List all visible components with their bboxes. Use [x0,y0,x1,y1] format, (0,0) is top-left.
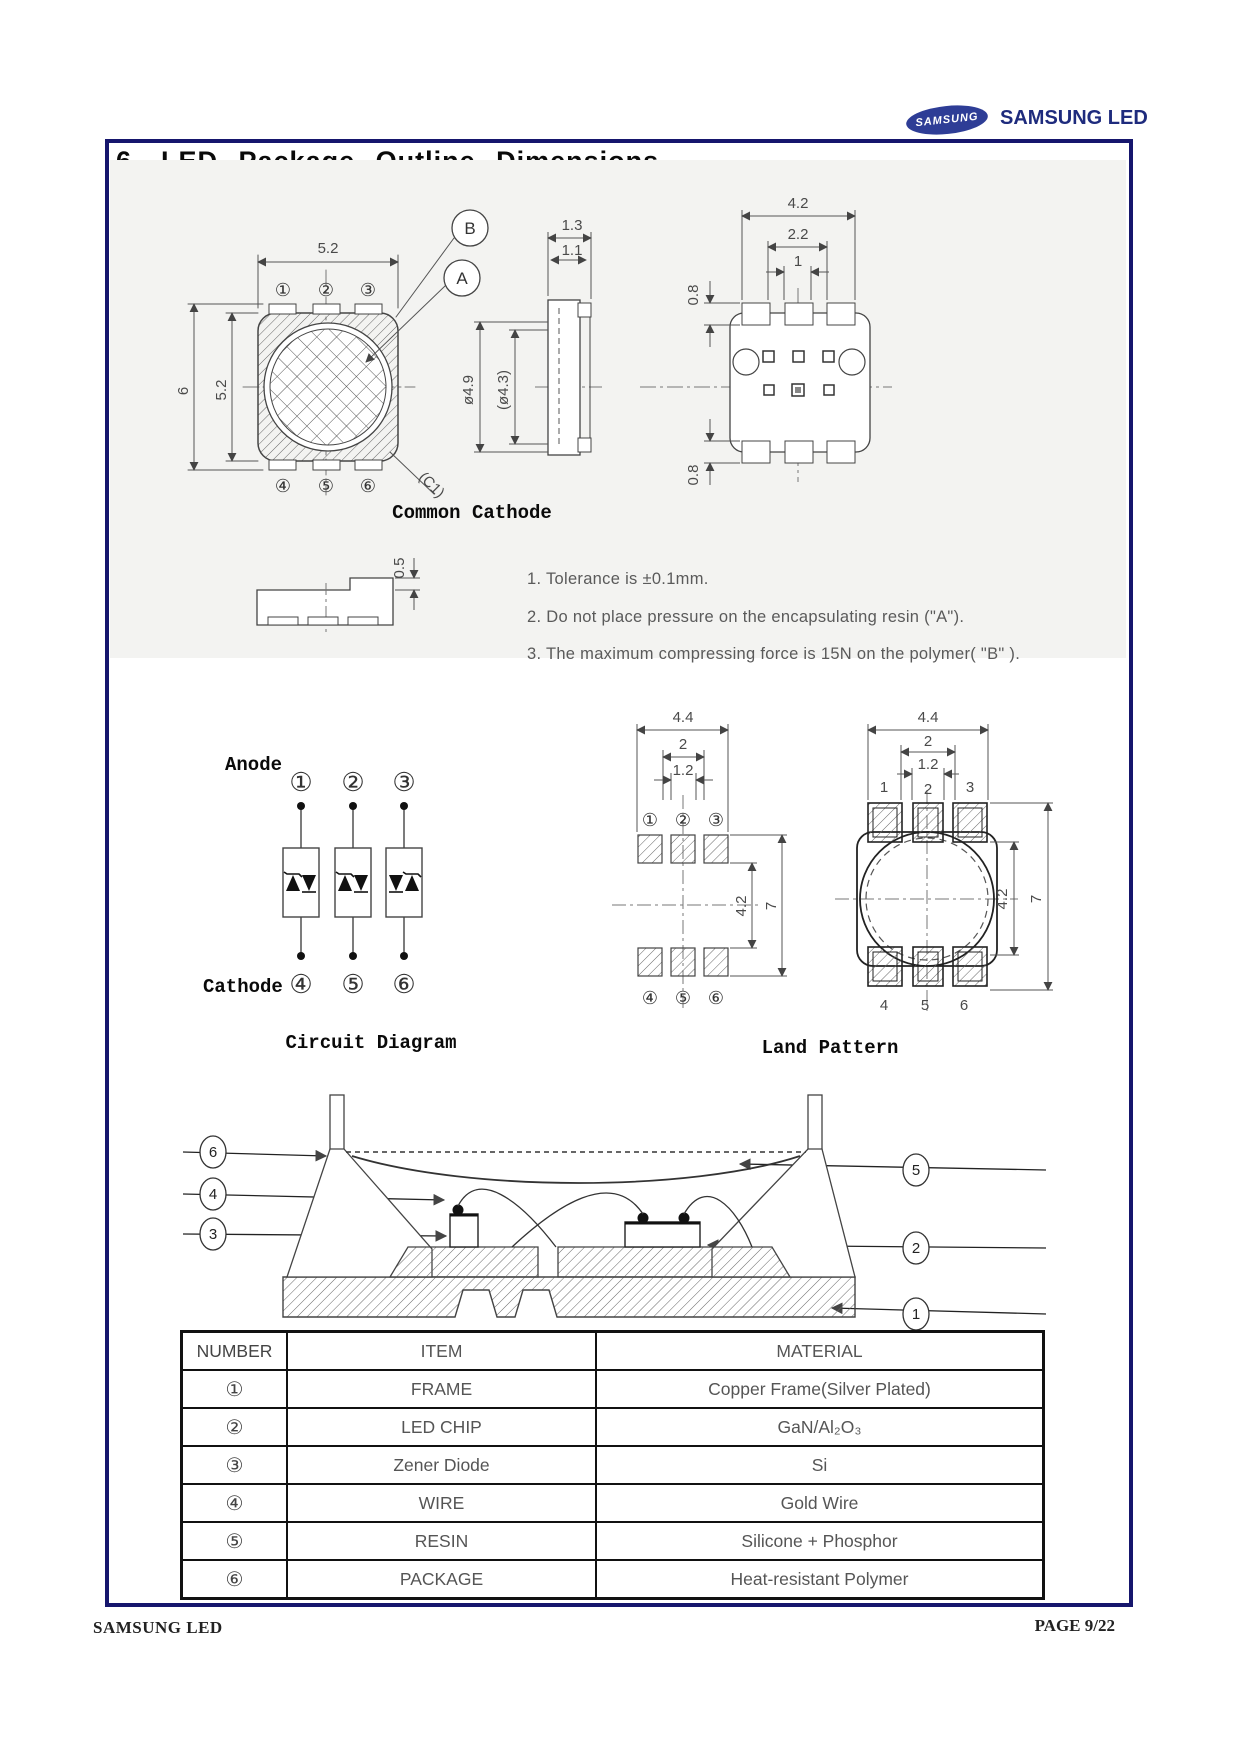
cd-pin3: ③ [392,767,416,797]
circuit-diagram [203,754,457,1054]
col-header-item: ITEM [287,1332,596,1371]
anode-label: Anode [225,754,283,776]
bv-dim-width: 4.2 [787,195,809,212]
bv-dim-top: 0.8 [685,284,702,306]
table-row [182,1560,1044,1599]
balloon-a: A [456,269,468,288]
note-1: 1. Tolerance is ±0.1mm. [527,570,709,588]
footer-page-number: PAGE 9/22 [1034,1616,1115,1635]
ll-pin1: ① [641,810,659,830]
row-material: Si [596,1446,1044,1484]
tv-dim-height: 6 [175,386,192,396]
ll-dim-gap: 4.2 [733,895,750,917]
cd-pin4: ④ [289,969,313,999]
cs-callout-6: 6 [208,1144,218,1161]
cd-pin2: ② [341,767,365,797]
table-row [182,1370,1044,1408]
ll-pin3: ③ [707,810,725,830]
tv-pin2: ② [317,280,335,300]
lr-pin3: 3 [965,779,975,796]
tv-pin3: ③ [359,280,377,300]
cd-pin6: ⑥ [392,969,416,999]
ll-pin5: ⑤ [674,988,692,1008]
tv-pin4: ④ [274,476,292,496]
note-3: 3. The maximum compressing force is 15N on the polymer( "B" ). [527,645,1021,663]
lr-dim-gap: 4.2 [994,888,1011,910]
lr-pin6: 6 [959,997,969,1014]
table-row [182,1522,1044,1560]
land-pattern-right [762,709,1053,1059]
lr-pin2: 2 [923,781,933,798]
tv-corner-ref: (C1) [415,468,448,502]
row-item: LED CHIP [287,1408,596,1446]
lr-dim-h: 7 [1028,894,1045,904]
tv-pin6: ⑥ [359,476,377,496]
pv-dim-step: 0.5 [391,557,408,579]
row-material: Silicone + Phosphor [596,1522,1044,1560]
bv-dim-span: 2.2 [787,226,809,243]
tv-dim-width: 5.2 [317,240,339,257]
cathode-label: Cathode [203,976,283,998]
lr-dim-mid: 2 [923,733,933,750]
row-material: Copper Frame(Silver Plated) [596,1370,1044,1408]
sv-dim-width: 1.3 [561,217,583,234]
ll-pin6: ⑥ [707,988,725,1008]
sv-dim-inner: 1.1 [561,242,583,259]
cs-callout-2: 2 [911,1240,921,1257]
sv-lens-dia: ø4.9 [460,374,477,406]
row-item: Zener Diode [287,1446,596,1484]
note-2: 2. Do not place pressure on the encapsulating resin ("A"). [527,608,965,626]
samsung-logo-text: SAMSUNG [914,110,980,130]
lr-dim-w: 4.4 [917,709,939,726]
row-material: Gold Wire [596,1484,1044,1522]
cs-callout-5: 5 [911,1162,921,1179]
balloon-b: B [464,219,476,238]
row-number: ⑥ [182,1560,288,1599]
bv-dim-pitch: 1 [793,253,803,270]
cs-callout-1: 1 [911,1306,921,1323]
land-caption: Land Pattern [761,1037,899,1059]
materials-table [180,1330,1045,1600]
cross-section-drawing [183,1095,1046,1330]
row-item: WIRE [287,1484,596,1522]
lr-pin1: 1 [879,779,889,796]
row-number: ③ [182,1446,288,1484]
col-header-material: MATERIAL [596,1332,1044,1371]
circuit-caption: Circuit Diagram [285,1032,457,1054]
tv-pin5: ⑤ [317,476,335,496]
lr-dim-inner: 1.2 [917,756,939,773]
sv-inner-dia: (ø4.3) [495,369,512,411]
ll-dim-mid: 2 [678,736,688,753]
row-number: ② [182,1408,288,1446]
bv-dim-bottom: 0.8 [685,464,702,486]
row-material: GaN/Al₂O₃ [596,1408,1044,1446]
tv-pin1: ① [274,280,292,300]
row-number: ⑤ [182,1522,288,1560]
ll-dim-w: 4.4 [672,709,694,726]
lr-pin4: 4 [879,997,889,1014]
table-row [182,1484,1044,1522]
tv-dim-inner: 5.2 [213,379,230,401]
top-view-caption: Common Cathode [392,502,552,524]
cd-pin1: ① [289,767,313,797]
row-number: ④ [182,1484,288,1522]
table-header-row [182,1332,1044,1371]
land-pattern-left [612,709,787,1008]
table-row [182,1446,1044,1484]
cs-callout-3: 3 [208,1226,218,1243]
brand-title: SAMSUNG LED [1000,107,1148,129]
ll-pin2: ② [674,810,692,830]
ll-dim-inner: 1.2 [672,762,694,779]
ll-pin4: ④ [641,988,659,1008]
lr-pin5: 5 [920,997,930,1014]
row-item: PACKAGE [287,1560,596,1599]
footer-company: SAMSUNG LED [93,1618,223,1637]
row-item: FRAME [287,1370,596,1408]
table-row [182,1408,1044,1446]
row-material: Heat-resistant Polymer [596,1560,1044,1599]
col-header-number: NUMBER [182,1332,288,1371]
ll-dim-h: 7 [763,901,780,911]
cd-pin5: ⑤ [341,969,365,999]
cs-callout-4: 4 [208,1186,218,1203]
row-item: RESIN [287,1522,596,1560]
row-number: ① [182,1370,288,1408]
